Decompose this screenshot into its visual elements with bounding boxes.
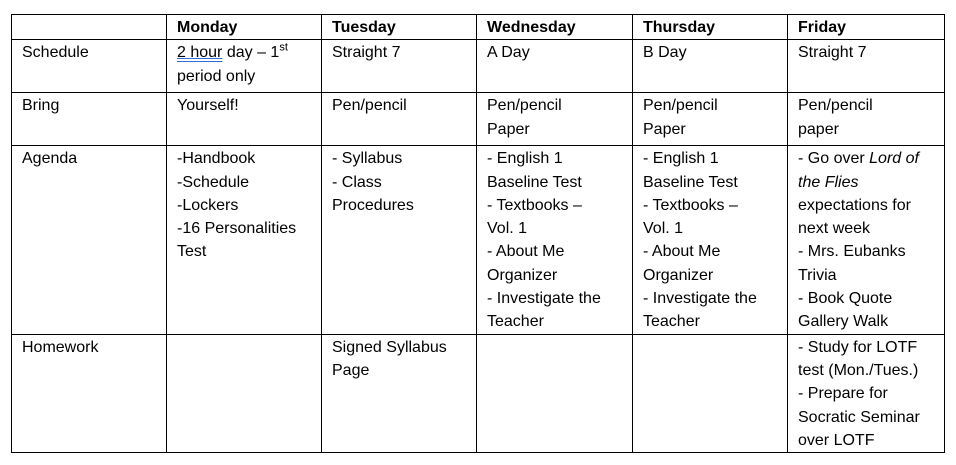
agenda-friday-line2 xyxy=(798,171,938,194)
agenda-friday-rest-line: Trivia xyxy=(798,266,837,284)
agenda-friday-prefix: - Go over xyxy=(798,150,870,168)
corner-cell xyxy=(12,15,167,40)
bring-monday-line: Yourself! xyxy=(177,97,239,115)
agenda-friday-rest xyxy=(798,194,938,334)
homework-friday-line: - Prepare for xyxy=(798,385,888,403)
bring-wednesday xyxy=(477,93,633,146)
bring-tuesday xyxy=(322,93,477,146)
agenda-monday-line: -Lockers xyxy=(177,196,239,214)
bring-friday-line: paper xyxy=(798,120,839,138)
agenda-thursday-line: Organizer xyxy=(643,266,714,284)
agenda-row xyxy=(12,146,945,334)
agenda-thursday-line: - About Me xyxy=(643,243,721,261)
weekly-schedule-table xyxy=(11,14,945,453)
agenda-wednesday-line: - Investigate the xyxy=(487,290,601,308)
agenda-tuesday-line: - Syllabus xyxy=(332,150,403,168)
homework-thursday xyxy=(633,334,788,452)
agenda-friday-line1 xyxy=(798,147,938,170)
bring-wednesday-line: Pen/pencil xyxy=(487,97,562,115)
schedule-monday xyxy=(167,40,322,93)
agenda-friday-rest-line: - Book Quote xyxy=(798,290,893,308)
bring-tuesday-line: Pen/pencil xyxy=(332,97,407,115)
bring-monday xyxy=(167,93,322,146)
homework-wednesday xyxy=(477,334,633,452)
homework-row xyxy=(12,334,945,452)
agenda-thursday-line: Teacher xyxy=(643,313,700,331)
homework-friday-line: Socratic Seminar xyxy=(798,408,920,426)
homework-tuesday-line: Signed Syllabus xyxy=(332,338,447,356)
row-label-bring: Bring xyxy=(12,93,167,146)
agenda-friday-book-title-1: Lord of xyxy=(869,150,919,168)
schedule-thursday: B Day xyxy=(633,40,788,93)
schedule-monday-line1 xyxy=(177,41,315,64)
bring-friday-line: Pen/pencil xyxy=(798,97,873,115)
day-header-monday: Monday xyxy=(167,15,322,40)
bring-thursday xyxy=(633,93,788,146)
schedule-monday-underlined: 2 hour xyxy=(177,44,223,62)
agenda-friday xyxy=(788,146,945,334)
homework-friday xyxy=(788,334,945,452)
schedule-monday-line2: period only xyxy=(177,67,256,85)
agenda-thursday-line: Vol. 1 xyxy=(643,220,684,238)
agenda-friday-rest-line: - Mrs. Eubanks xyxy=(798,243,906,261)
agenda-wednesday-line: Vol. 1 xyxy=(487,220,528,238)
homework-tuesday xyxy=(322,334,477,452)
agenda-thursday-line: - English 1 xyxy=(643,150,719,168)
agenda-wednesday-line: - About Me xyxy=(487,243,565,261)
agenda-friday-book-title-2: the Flies xyxy=(798,173,859,191)
homework-friday-line: over LOTF xyxy=(798,431,875,449)
day-header-wednesday: Wednesday xyxy=(477,15,633,40)
agenda-wednesday-line: - English 1 xyxy=(487,150,563,168)
agenda-friday-rest-line: next week xyxy=(798,220,871,238)
agenda-monday xyxy=(167,146,322,334)
agenda-monday-line: -Handbook xyxy=(177,150,256,168)
day-header-friday: Friday xyxy=(788,15,945,40)
bring-thursday-line: Paper xyxy=(643,120,686,138)
header-row xyxy=(12,15,945,40)
agenda-tuesday-line: - Class xyxy=(332,173,382,191)
bring-row xyxy=(12,93,945,146)
agenda-tuesday-line: Procedures xyxy=(332,196,414,214)
agenda-monday-line: Test xyxy=(177,243,207,261)
agenda-tuesday xyxy=(322,146,477,334)
agenda-wednesday-line: Organizer xyxy=(487,266,558,284)
agenda-thursday xyxy=(633,146,788,334)
day-header-thursday: Thursday xyxy=(633,15,788,40)
homework-tuesday-line: Page xyxy=(332,361,370,379)
agenda-wednesday xyxy=(477,146,633,334)
row-label-schedule: Schedule xyxy=(12,40,167,93)
agenda-thursday-line: Baseline Test xyxy=(643,173,738,191)
agenda-monday-line: -16 Personalities xyxy=(177,220,297,238)
schedule-wednesday: A Day xyxy=(477,40,633,93)
agenda-thursday-line: - Textbooks – xyxy=(643,196,738,214)
schedule-monday-sup: st xyxy=(279,41,288,54)
agenda-thursday-line: - Investigate the xyxy=(643,290,757,308)
homework-friday-line: - Study for LOTF xyxy=(798,338,918,356)
agenda-wednesday-line: Teacher xyxy=(487,313,544,331)
schedule-friday: Straight 7 xyxy=(788,40,945,93)
agenda-wednesday-line: Baseline Test xyxy=(487,173,582,191)
row-label-agenda: Agenda xyxy=(12,146,167,334)
agenda-wednesday-line: - Textbooks – xyxy=(487,196,582,214)
schedule-row xyxy=(12,40,945,93)
homework-monday xyxy=(167,334,322,452)
day-header-tuesday: Tuesday xyxy=(322,15,477,40)
bring-thursday-line: Pen/pencil xyxy=(643,97,718,115)
agenda-monday-line: -Schedule xyxy=(177,173,250,191)
schedule-monday-rest: day – 1 xyxy=(222,44,280,62)
agenda-friday-rest-line: Gallery Walk xyxy=(798,313,889,331)
homework-friday-line: test (Mon./Tues.) xyxy=(798,361,919,379)
bring-wednesday-line: Paper xyxy=(487,120,530,138)
agenda-friday-rest-line: expectations for xyxy=(798,196,911,214)
schedule-tuesday: Straight 7 xyxy=(322,40,477,93)
row-label-homework: Homework xyxy=(12,334,167,452)
bring-friday xyxy=(788,93,945,146)
